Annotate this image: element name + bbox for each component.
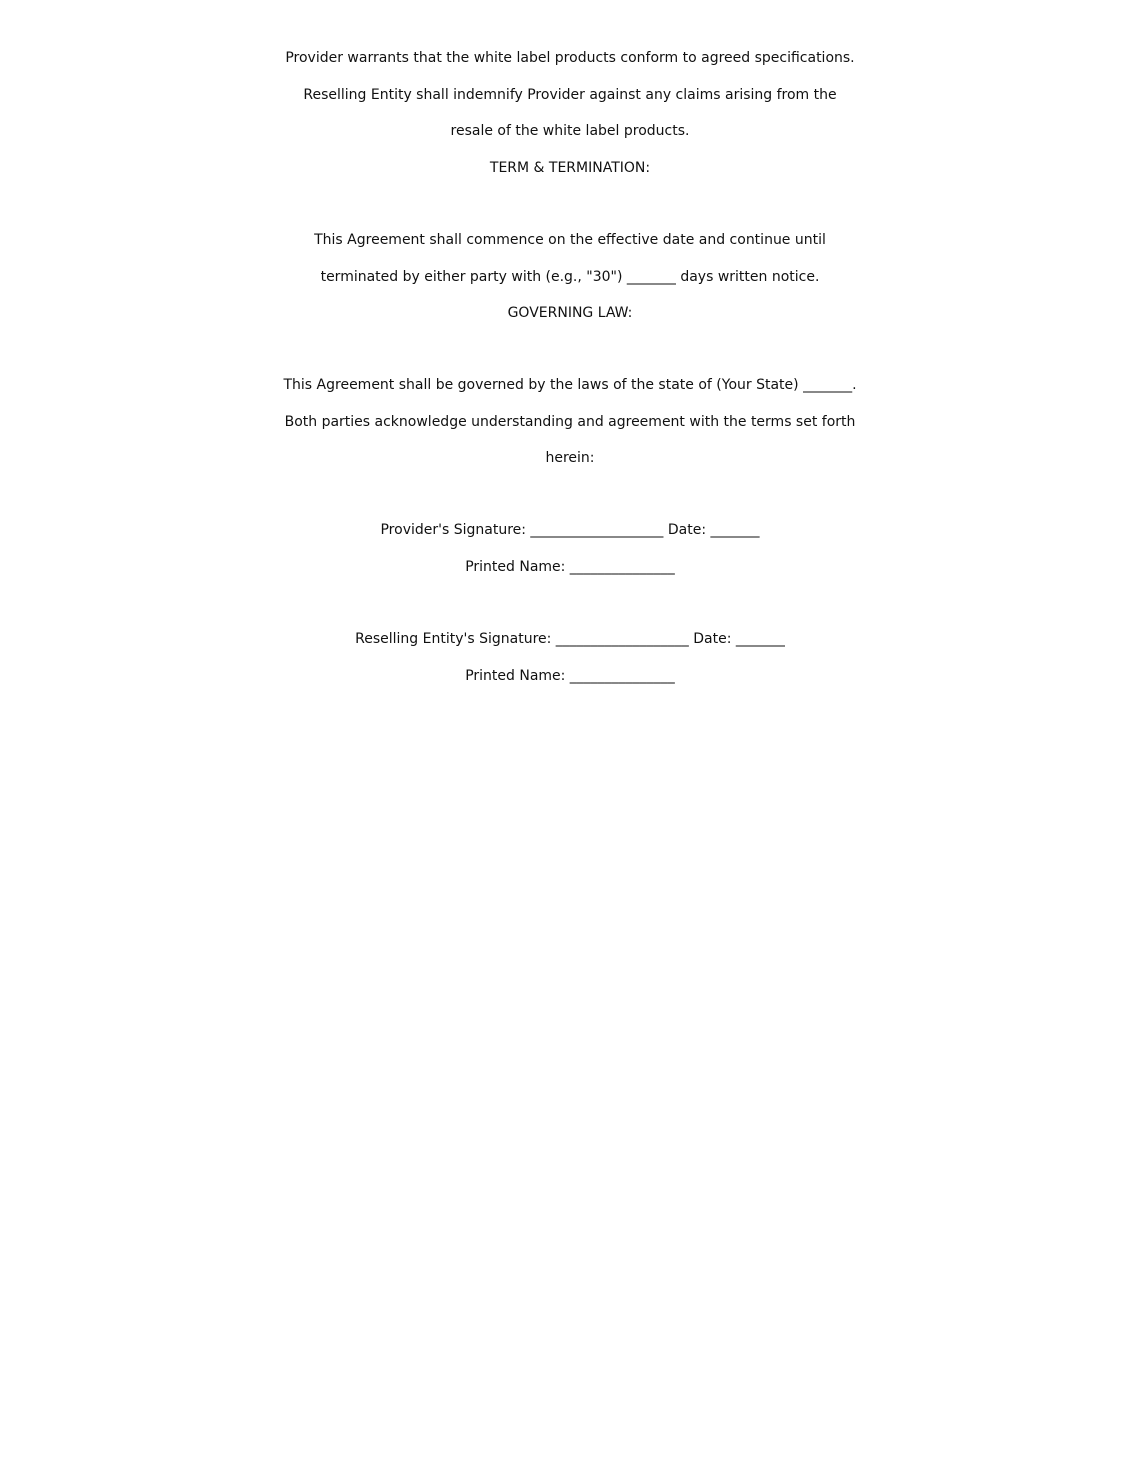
law-line-3: herein: <box>545 450 595 466</box>
governing-law-heading: GOVERNING LAW: <box>507 305 633 321</box>
warranty-line-1: Provider warrants that the white label products conform to agreed specifications. <box>285 50 855 66</box>
term-section <box>0 222 1140 332</box>
reseller-printed-name-line: Printed Name: _______________ <box>465 667 675 684</box>
law-line-2: Both parties acknowledge understanding and agreement with the terms set forth <box>284 413 856 430</box>
reseller-signature-block <box>0 621 1140 694</box>
reseller-signature-line: Reselling Entity's Signature: ___________________ Date: _______ <box>355 631 785 647</box>
provider-printed-name-line: Printed Name: _______________ <box>465 558 675 575</box>
term-line-2: terminated by either party with (e.g., "30") _______ days written notice. <box>320 268 820 285</box>
governing-law-section <box>0 367 1140 477</box>
warranty-section <box>0 40 1140 186</box>
warranty-line-3: resale of the white label products. <box>450 123 690 139</box>
provider-signature-line: Provider's Signature: ___________________ Date: _______ <box>380 522 760 538</box>
law-line-1: This Agreement shall be governed by the laws of the state of (Your State) _______. <box>283 377 857 393</box>
warranty-line-2: Reselling Entity shall indemnify Provider against any claims arising from the <box>303 86 837 103</box>
provider-signature-block <box>0 512 1140 585</box>
term-heading: TERM & TERMINATION: <box>489 159 651 176</box>
term-line-1: This Agreement shall commence on the effective date and continue until <box>314 232 826 248</box>
